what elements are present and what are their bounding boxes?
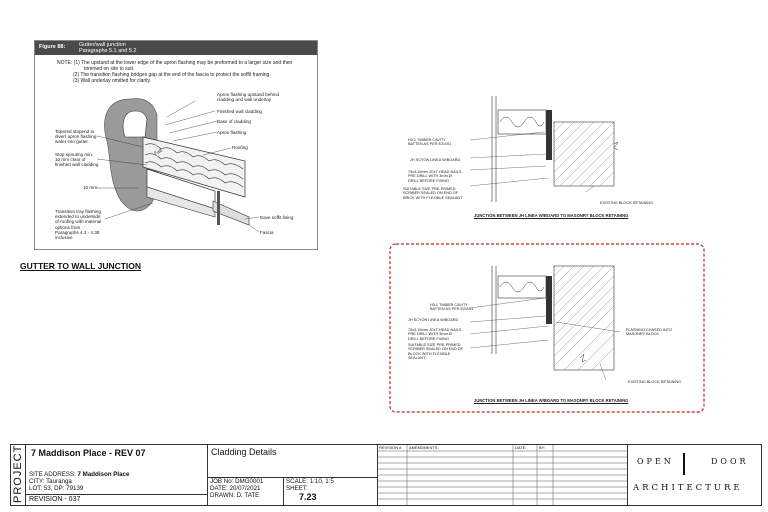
- d2-label-linea: JH SCYON LINEA W/BOARD: [408, 318, 459, 322]
- d2-label-batten: [430, 303, 473, 312]
- d1-nails-line2: PRE DRILL WITH 3mm Ø: [408, 174, 452, 179]
- logo-door: DOOR: [711, 457, 749, 466]
- revision-table-grid: [377, 445, 627, 505]
- city: CITY: Tauranga: [29, 478, 72, 485]
- d2-nails-line2: PRE DRILL WITH 3mm Ø: [408, 332, 452, 337]
- note-1b: trimmed on site to suit.: [84, 66, 135, 72]
- d2-nails-line1: 75x3.15mm JOLT HEAD NAILS.: [408, 328, 463, 332]
- d2-scriber-line4: SEALANT: [408, 356, 426, 361]
- project-side-label: [11, 445, 26, 505]
- d2-batten-line1: H3.1 TIMBER CAVITY: [430, 303, 468, 307]
- figure-title: Gutter/wall junction: [79, 42, 126, 48]
- figure-panel: [34, 40, 318, 250]
- divider-a: [207, 445, 208, 505]
- d2-label-flashing-chased: [626, 328, 672, 337]
- label-transition-line6: inclusive: [55, 235, 73, 241]
- logo-door-line: [683, 453, 685, 475]
- drawn-by: DRAWN: D. TATE: [210, 492, 260, 499]
- label-stop-line3: finished wall cladding: [55, 162, 99, 168]
- d2-label-scriber: [408, 343, 463, 361]
- figure-subtitle: Paragraphs 5.1 and 5.2: [79, 48, 137, 54]
- title-block: [10, 444, 762, 506]
- d1-label-batten: [408, 138, 451, 147]
- note-1a: NOTE: (1) The upstand at the lower edge of the apron flashing may be preformed to a larger size and then: [57, 60, 293, 66]
- logo-open: OPEN: [637, 457, 674, 466]
- d2-scriber-line3: BLOCK WITH FLEXIBLE: [408, 351, 451, 356]
- label-apron-upstand-line1: Apron flashing upstand behind: [217, 92, 280, 97]
- label-apron-upstand-line2: cladding and wall underlay: [217, 97, 272, 103]
- label-roofing: Roofing: [232, 145, 248, 150]
- date: DATE: 20/07/2021: [210, 485, 261, 492]
- d1-batten-line2: BATTEN AS PER E2/AS1: [408, 142, 452, 147]
- rev-header-by: BY:: [539, 445, 546, 450]
- figure-label: Figure 88:: [39, 44, 66, 50]
- lot: LOT: 53, DP: 79139: [29, 485, 84, 492]
- logo-architecture: ARCHITECTURE: [633, 483, 743, 493]
- label-finished-cladding: Finished wall cladding: [217, 109, 262, 114]
- label-apron-upstand: [217, 92, 279, 102]
- sheet-label: SHEET:: [286, 485, 308, 492]
- d1-caption: JUNCTION BETWEEN JH LINEA W/BOARD TO MASONRY BLOCK RETAINING: [474, 213, 629, 218]
- rev-header-number: REVISION #: [379, 445, 402, 450]
- d1-nails-line1: 75x3.15mm JOLT HEAD NAILS.: [408, 170, 463, 174]
- d2-label-existing: EXISTING BLOCK RETAINING: [628, 380, 682, 384]
- label-tapered-stopend: [55, 129, 96, 145]
- d1-scriber-line2: SCRIBER SEALED ON END OF: [403, 191, 459, 196]
- sheet-number: 7.23: [299, 492, 317, 502]
- label-base-cladding: Base of cladding: [217, 119, 251, 124]
- detail-2-drawing: [470, 262, 640, 380]
- d2-nails-line3: DRILL BEFORE FIXING: [408, 336, 449, 341]
- rev-header-date: DATE:: [515, 445, 527, 450]
- svg-text:Fall: Fall: [153, 147, 164, 157]
- label-transition-line3: of roofing with material: [55, 219, 102, 225]
- revision-divider: [25, 494, 207, 495]
- gutter-to-wall-heading: GUTTER TO WALL JUNCTION: [20, 261, 142, 271]
- detail-1-drawing: [470, 92, 640, 210]
- label-transition-line2: extended to underside: [55, 214, 101, 220]
- label-transition-line4: options from: [55, 224, 81, 230]
- d2-flashing-line2: MASONRY BLOCK: [626, 332, 659, 337]
- d1-batten-line1: H3.1 TIMBER CAVITY: [408, 138, 446, 142]
- divider-c: [283, 477, 284, 505]
- label-tapered-line3: water into gutter: [55, 139, 88, 145]
- d1-label-linea: JH SCYON LINEA W/BOARD: [410, 158, 461, 162]
- note-2: (2) The transition flashing bridges gap at the end of the fascia to protect the soffit framing.: [73, 72, 271, 78]
- label-eave-soffit: Eave soffit lining: [260, 215, 294, 220]
- d1-label-existing: EXISTING BLOCK RETAINING: [600, 201, 654, 205]
- label-fascia: Fascia: [260, 230, 274, 235]
- d2-flashing-line1: FLASHING CHASED INTO: [626, 328, 672, 332]
- note-3: (3) Wall underlay omitted for clarity.: [73, 78, 152, 84]
- label-tapered-line1: Tapered stopend to: [55, 129, 95, 134]
- d1-label-scriber: [403, 187, 463, 200]
- project-side-text: PROJECT: [12, 444, 24, 503]
- project-name: 7 Maddison Place - REV 07: [31, 448, 146, 458]
- site-address-value: 7 Maddison Place: [77, 471, 130, 478]
- label-10mm: 10 mm: [83, 185, 98, 190]
- rev-header-amendments: AMENDMENTS:: [409, 445, 439, 450]
- job-number: JOB No: DMG0001: [210, 478, 264, 485]
- label-stop-line1: Stop spouting min.: [55, 152, 94, 157]
- d2-batten-line2: BATTEN AS PER E2/AS1: [430, 307, 474, 312]
- label-transition-line5: Paragraphs 4.3 - 4.38: [55, 229, 100, 235]
- revision-number: REVISION - 037: [29, 496, 81, 503]
- site-address-label: SITE ADDRESS:: [29, 471, 76, 478]
- d2-scriber-line1: SUITABLE SIZE PRE-PRIMED: [408, 343, 461, 347]
- scale: SCALE: 1:10, 1:5: [286, 478, 334, 485]
- label-apron-flashing: Apron flashing: [217, 130, 247, 135]
- company-logo: [631, 449, 759, 501]
- d1-scriber-line3: BRICK WITH FLEXIBLE SEALANT: [403, 195, 463, 200]
- divider-e: [627, 445, 628, 505]
- d2-label-nails: [408, 328, 463, 341]
- label-transition-line1: Transition tray flashing: [55, 209, 102, 214]
- d2-scriber-line2: SCRIBER SEALED ON END OF: [408, 347, 464, 352]
- drawing-title: Cladding Details: [211, 447, 277, 457]
- label-stop-spouting: [55, 152, 98, 168]
- label-stop-line2: 10 mm clear of: [55, 157, 86, 163]
- d1-nails-line3: DRILL BEFORE FIXING: [408, 178, 449, 183]
- d1-label-nails: [408, 170, 463, 183]
- site-address: [29, 471, 129, 478]
- label-transition-tray: [55, 209, 101, 240]
- d1-scriber-line1: SUITABLE SIZE PRE-PRIMED: [403, 187, 456, 191]
- d2-caption: JUNCTION BETWEEN JH LINEA W/BOARD TO MASONRY BLOCK RETAINING: [474, 398, 629, 403]
- label-tapered-line2: divert apron flashing: [55, 134, 97, 140]
